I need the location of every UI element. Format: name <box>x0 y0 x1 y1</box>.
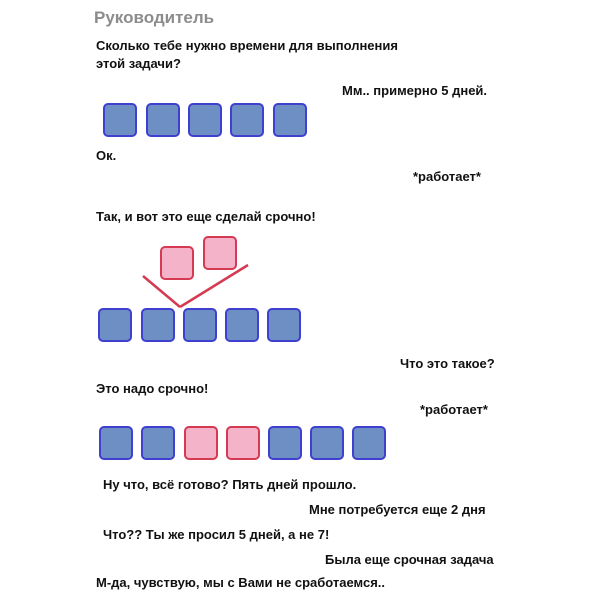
worker-working-2: *работает* <box>420 402 488 417</box>
task-block <box>268 426 302 460</box>
task-block <box>267 308 301 342</box>
task-block <box>225 308 259 342</box>
worker-reason: Была еще срочная задача <box>325 552 494 567</box>
urgent-task-block <box>203 236 237 270</box>
urgent-task-block <box>226 426 260 460</box>
urgent-task-block <box>184 426 218 460</box>
task-block <box>183 308 217 342</box>
page-title: Руководитель <box>94 8 215 27</box>
boss-urgent-2: Это надо срочно! <box>96 381 209 396</box>
worker-need-more-days: Мне потребуется еще 2 дня <box>309 502 486 517</box>
boss-what-question: Что?? Ты же просил 5 дней, а не 7! <box>103 527 330 542</box>
boss-done-question: Ну что, всё готово? Пять дней прошло. <box>103 477 357 492</box>
insertion-line-left <box>143 276 180 307</box>
task-block <box>141 426 175 460</box>
worker-answer-estimate: Мм.. примерно 5 дней. <box>342 83 488 98</box>
worker-what-is-this: Что это такое? <box>400 356 495 371</box>
task-block <box>141 308 175 342</box>
boss-final-remark: М-да, чувствую, мы с Вами не сработаемся.. <box>96 575 386 590</box>
worker-working-1: *работает* <box>413 169 481 184</box>
task-block <box>99 426 133 460</box>
boss-question-line1: Сколько тебе нужно времени для выполнения <box>96 38 398 53</box>
task-block <box>98 308 132 342</box>
task-block <box>352 426 386 460</box>
boss-urgent-request: Так, и вот это еще сделай срочно! <box>96 209 316 224</box>
boss-ok: Ок. <box>96 148 117 163</box>
boss-question-line2: этой задачи? <box>96 56 181 71</box>
urgent-task-block <box>160 246 194 280</box>
task-block <box>310 426 344 460</box>
